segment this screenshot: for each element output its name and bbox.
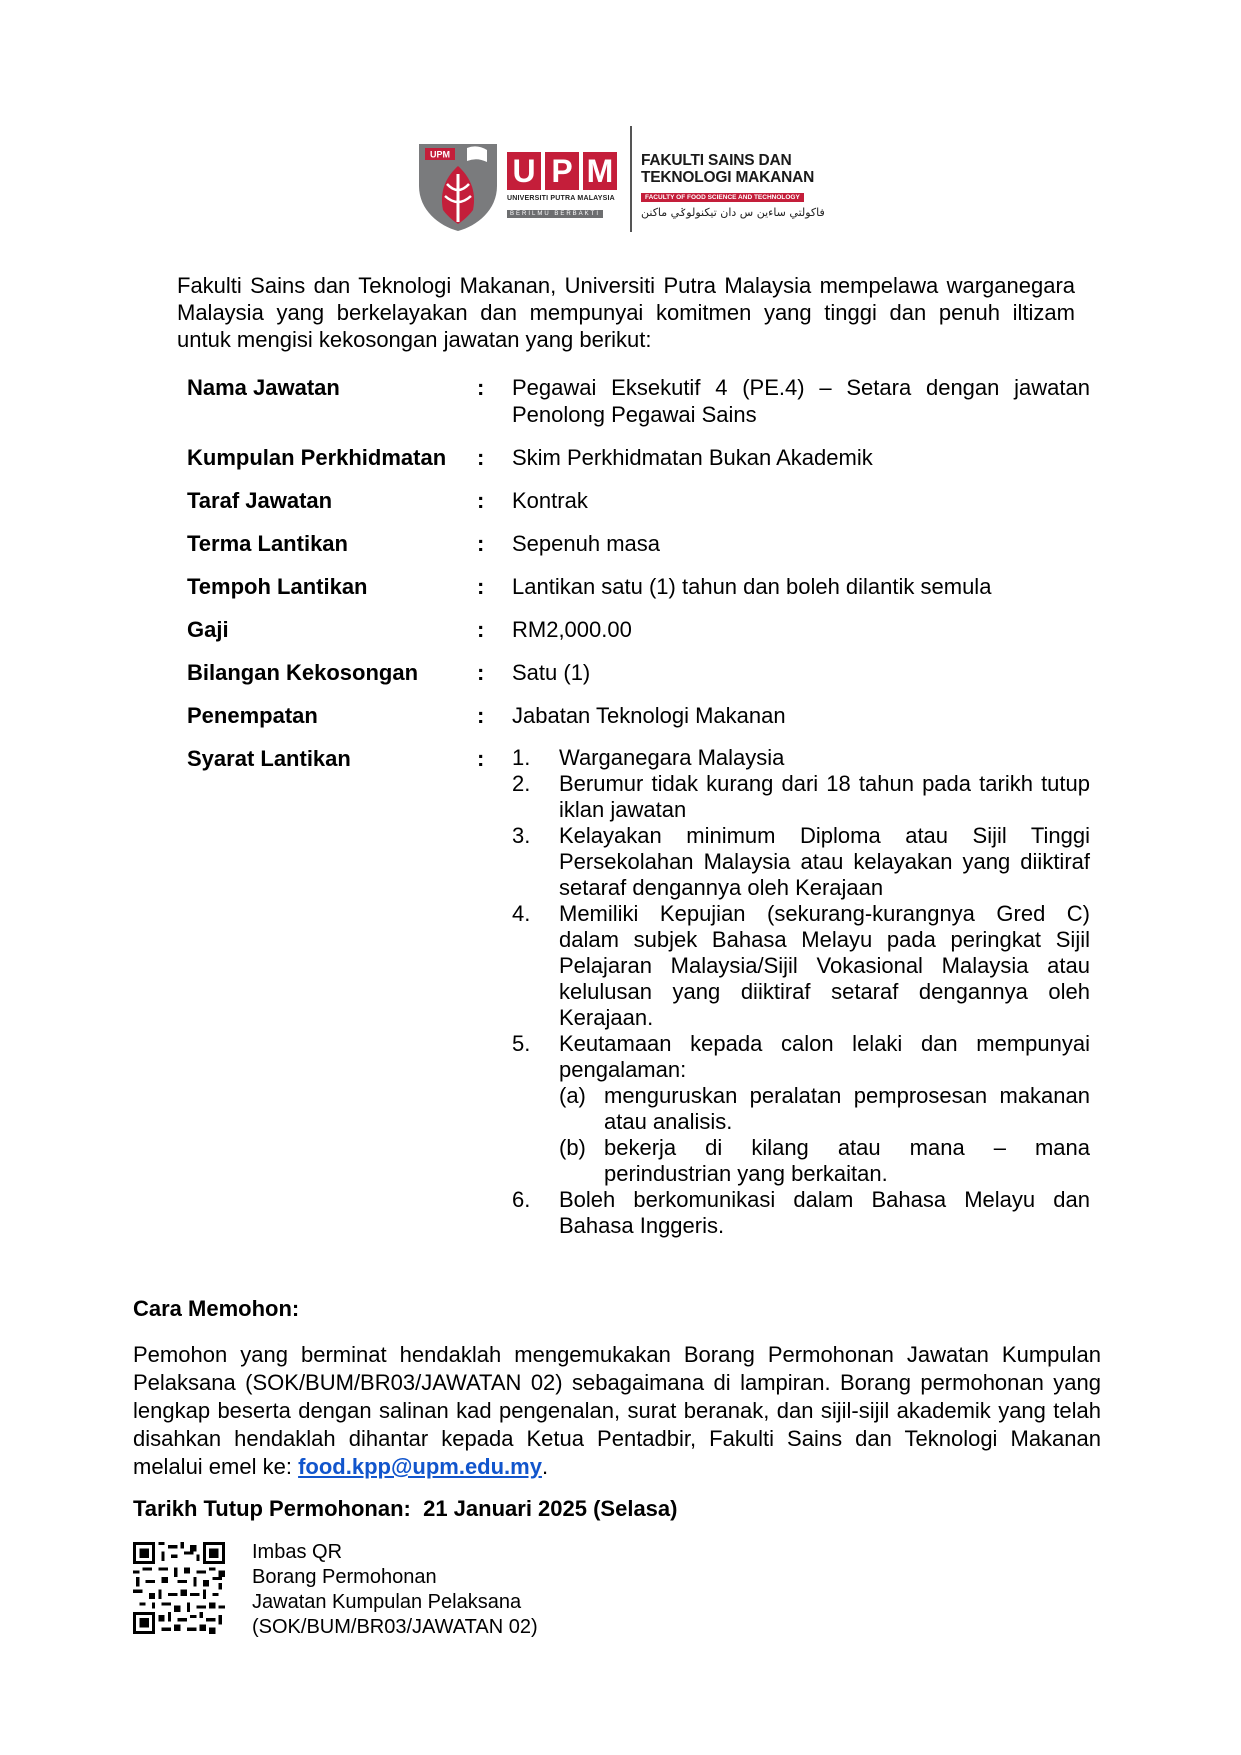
- svg-text:UPM: UPM: [430, 149, 450, 160]
- intro-paragraph: [177, 272, 1075, 353]
- detail-value: RM2,000.00: [512, 617, 632, 642]
- how-to-apply-line: [133, 1453, 1101, 1481]
- detail-colon: :: [477, 703, 485, 728]
- upm-letter: U: [507, 152, 541, 190]
- closing-date-label: Tarikh Tutup Permohonan:: [133, 1496, 411, 1521]
- requirement-number: 5.: [512, 1031, 531, 1056]
- requirement-item: [512, 1031, 1090, 1187]
- detail-value: Jabatan Teknologi Makanan: [512, 703, 786, 728]
- requirement-line: Berumur tidak kurang dari 18 tahun pada tarikh tutup: [559, 771, 1090, 796]
- how-to-apply-heading: Cara Memohon:: [133, 1296, 300, 1321]
- detail-colon: :: [477, 488, 485, 513]
- upm-motto: BERILMU BERBAKTI: [507, 210, 603, 218]
- sub-item-line: menguruskan peralatan pemprosesan makanan: [604, 1083, 1090, 1108]
- detail-colon: :: [477, 531, 485, 556]
- requirement-line: Warganegara Malaysia: [559, 745, 785, 770]
- requirement-text: [559, 823, 1090, 901]
- how-to-apply-line: Pelaksana (SOK/BUM/BR03/JAWATAN 02) sebagaimana di lampiran. Borang permohonan yang: [133, 1370, 1101, 1395]
- detail-row-kumpulan: [187, 444, 1090, 471]
- requirement-line: Memiliki Kepujian (sekurang-kurangnya Gred C): [559, 901, 1090, 926]
- requirement-line: Keutamaan kepada calon lelaki dan mempunyai: [559, 1031, 1090, 1056]
- qr-caption-line: (SOK/BUM/BR03/JAWATAN 02): [252, 1616, 538, 1638]
- faculty-name-jawi: فاكولتي ساءين س دان تيكنولوݢي ماكنن: [641, 206, 825, 219]
- faculty-name-english: FACULTY OF FOOD SCIENCE AND TECHNOLOGY: [641, 193, 804, 202]
- logo-divider: [630, 126, 632, 232]
- faculty-logo: [405, 122, 825, 240]
- requirement-text: [559, 1187, 1090, 1239]
- email-suffix: .: [541, 1454, 549, 1479]
- sub-item-text: [604, 1135, 1090, 1187]
- detail-colon: :: [477, 445, 485, 470]
- requirement-line: Boleh berkomunikasi dalam Bahasa Melayu dan: [559, 1187, 1090, 1212]
- detail-row-bilangan: [187, 659, 1090, 686]
- requirement-line: kelulusan yang diiktiraf setaraf dengannya oleh: [559, 979, 1090, 1004]
- detail-label: Taraf Jawatan: [187, 488, 333, 513]
- faculty-name-line2: TEKNOLOGI MAKANAN: [641, 169, 815, 186]
- qr-code-icon[interactable]: [133, 1542, 225, 1634]
- detail-value: Skim Perkhidmatan Bukan Akademik: [512, 445, 873, 470]
- requirements-list: [512, 745, 1090, 1239]
- detail-label: Nama Jawatan: [187, 375, 340, 400]
- detail-label: Gaji: [187, 617, 229, 642]
- requirement-text: [559, 771, 1090, 823]
- detail-row-gaji: [187, 616, 1090, 643]
- detail-label: Tempoh Lantikan: [187, 574, 368, 599]
- detail-row-tempoh: [187, 573, 1090, 600]
- requirement-number: 4.: [512, 901, 531, 926]
- faculty-name: [641, 152, 831, 219]
- requirement-line: iklan jawatan: [559, 797, 687, 822]
- requirement-text: [559, 1031, 1090, 1187]
- qr-caption: [252, 1540, 538, 1640]
- upm-letter: M: [583, 152, 617, 190]
- requirement-line: Bahasa Inggeris.: [559, 1213, 725, 1238]
- requirement-item: [512, 771, 1090, 823]
- detail-value-line: Penolong Pegawai Sains: [512, 402, 757, 427]
- detail-value: Kontrak: [512, 488, 588, 513]
- intro-line: Malaysia yang berkelayakan dan mempunyai komitmen yang tinggi dan penuh iltizam: [177, 300, 1075, 325]
- sub-item-key: (b): [559, 1135, 586, 1160]
- detail-value-line: Pegawai Eksekutif 4 (PE.4) – Setara dengan jawatan: [512, 375, 1090, 400]
- upm-name: UNIVERSITI PUTRA MALAYSIA: [507, 195, 615, 202]
- sub-item-line: atau analisis.: [604, 1109, 733, 1134]
- detail-row-nama-jawatan: [187, 374, 1090, 428]
- requirement-number: 6.: [512, 1187, 531, 1212]
- qr-caption-line: Borang Permohonan: [252, 1566, 437, 1588]
- intro-line: untuk mengisi kekosongan jawatan yang berikut:: [177, 327, 652, 352]
- requirement-item: [512, 745, 1090, 771]
- job-details: [187, 374, 1090, 1239]
- requirement-line: Pelajaran Malaysia/Sijil Vokasional Malaysia atau: [559, 953, 1090, 978]
- requirement-text: [559, 901, 1090, 1031]
- detail-row-syarat: [187, 745, 1090, 1239]
- intro-line: Fakulti Sains dan Teknologi Makanan, Universiti Putra Malaysia mempelawa warganegara: [177, 273, 1075, 298]
- requirement-line: Kerajaan.: [559, 1005, 654, 1030]
- how-to-apply-line: disahkan hendaklah dihantar kepada Ketua Pentadbir, Fakulti Sains dan Teknologi Makanan: [133, 1426, 1101, 1451]
- closing-date-value: 21 Januari 2025 (Selasa): [423, 1496, 678, 1521]
- upm-letter: P: [545, 152, 579, 190]
- detail-row-taraf: [187, 487, 1090, 514]
- requirement-line: pengalaman:: [559, 1057, 687, 1082]
- detail-colon: :: [477, 375, 485, 400]
- requirement-item: [512, 1187, 1090, 1239]
- detail-label: Kumpulan Perkhidmatan: [187, 445, 447, 470]
- detail-label: Penempatan: [187, 703, 318, 728]
- detail-label: Syarat Lantikan: [187, 746, 351, 771]
- email-prefix: melalui emel ke:: [133, 1454, 299, 1479]
- detail-value: [512, 374, 1090, 428]
- qr-caption-line: Imbas QR: [252, 1541, 343, 1563]
- requirement-number: 2.: [512, 771, 531, 796]
- requirement-number: 1.: [512, 745, 531, 770]
- sub-item-key: (a): [559, 1083, 586, 1108]
- detail-colon: :: [477, 617, 485, 642]
- closing-date: [133, 1496, 677, 1522]
- requirement-line: setaraf dengannya oleh Kerajaan: [559, 875, 884, 900]
- upm-crest-icon: [417, 140, 499, 232]
- requirement-line: dalam subjek Bahasa Melayu pada peringkat Sijil: [559, 927, 1090, 952]
- detail-value: Lantikan satu (1) tahun dan boleh dilantik semula: [512, 574, 992, 599]
- detail-row-penempatan: [187, 702, 1090, 729]
- requirement-item: [512, 823, 1090, 901]
- qr-caption-line: Jawatan Kumpulan Pelaksana: [252, 1591, 522, 1613]
- detail-colon: :: [477, 746, 485, 771]
- sub-item-line: bekerja di kilang atau mana – mana: [604, 1135, 1090, 1160]
- how-to-apply-paragraph: [133, 1341, 1101, 1481]
- detail-label: Terma Lantikan: [187, 531, 348, 556]
- detail-row-terma: [187, 530, 1090, 557]
- email-link[interactable]: food.kpp@upm.edu.my: [298, 1454, 542, 1479]
- detail-colon: :: [477, 574, 485, 599]
- faculty-name-line1: FAKULTI SAINS DAN: [641, 152, 792, 169]
- requirement-line: Persekolahan Malaysia atau kelayakan yang diiktiraf: [559, 849, 1090, 874]
- detail-label: Bilangan Kekosongan: [187, 660, 419, 685]
- requirement-line: Kelayakan minimum Diploma atau Sijil Tinggi: [559, 823, 1090, 848]
- requirement-sub-item: [559, 1083, 1090, 1135]
- detail-value: Sepenuh masa: [512, 531, 660, 556]
- sub-item-text: [604, 1083, 1090, 1135]
- detail-colon: :: [477, 660, 485, 685]
- upm-wordmark: [507, 152, 617, 220]
- how-to-apply-line: Pemohon yang berminat hendaklah mengemukakan Borang Permohonan Jawatan Kumpulan: [133, 1342, 1101, 1367]
- detail-value: Satu (1): [512, 660, 591, 685]
- requirement-item: [512, 901, 1090, 1031]
- sub-item-line: perindustrian yang berkaitan.: [604, 1161, 888, 1186]
- requirement-sub-item: [559, 1135, 1090, 1187]
- requirement-number: 3.: [512, 823, 531, 848]
- how-to-apply-line: lengkap beserta dengan salinan kad pengenalan, surat beranak, dan sijil-sijil akademik yang telah: [133, 1398, 1101, 1423]
- requirement-text: [559, 745, 1090, 771]
